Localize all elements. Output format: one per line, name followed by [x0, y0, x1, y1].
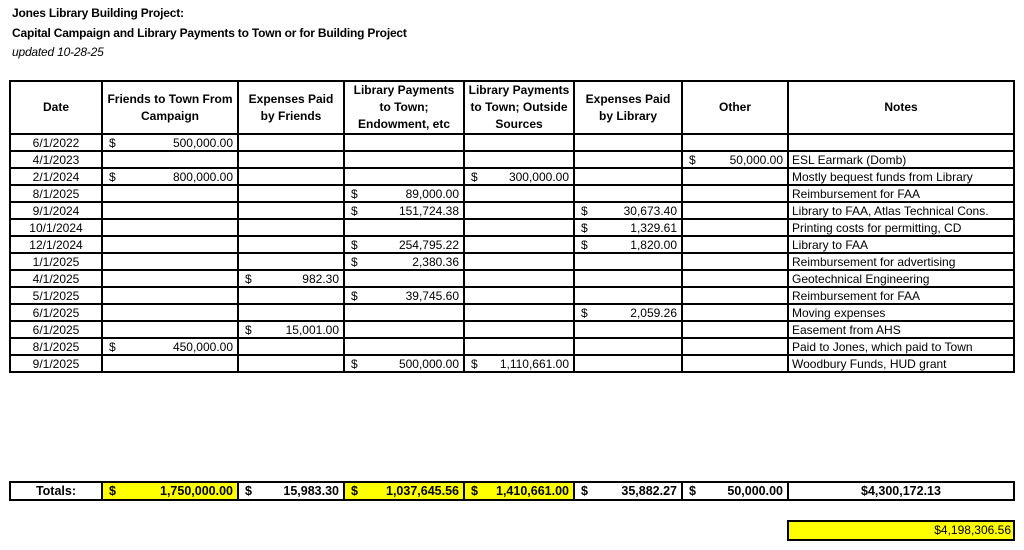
currency-symbol: $ [245, 484, 252, 498]
table-row [10, 270, 1014, 287]
amount: 450,000.00 [172, 339, 233, 354]
cell-other [682, 338, 788, 355]
cell-notes: Printing costs for permitting, CD [788, 219, 1014, 236]
currency-symbol: $ [109, 484, 116, 498]
cell-date: 6/1/2022 [10, 134, 102, 151]
cell-lib-expenses [574, 219, 682, 236]
col-header-lib-endowment: Library Payments to Town; Endowment, etc [344, 81, 464, 134]
cell-lib-endowment [344, 287, 464, 304]
cell-friends-campaign [102, 253, 238, 270]
grand-total: $4,300,172.13 [788, 482, 1014, 500]
amount: 15,001.00 [285, 322, 339, 337]
cell-lib-outside [464, 270, 574, 287]
currency-symbol: $ [245, 271, 252, 286]
currency-symbol: $ [581, 237, 588, 252]
currency-symbol: $ [471, 169, 478, 184]
cell-friends-expenses [238, 338, 344, 355]
currency-symbol: $ [351, 237, 358, 252]
cell-friends-expenses [238, 236, 344, 253]
cell-lib-endowment [344, 151, 464, 168]
cell-friends-campaign [102, 355, 238, 372]
cell-date: 9/1/2024 [10, 202, 102, 219]
currency-symbol: $ [581, 305, 588, 320]
currency-symbol: $ [351, 186, 358, 201]
cell-notes: Paid to Jones, which paid to Town [788, 338, 1014, 355]
amount: 300,000.00 [508, 169, 569, 184]
table-row [10, 253, 1014, 270]
cell-friends-expenses [238, 355, 344, 372]
cell-date: 8/1/2025 [10, 185, 102, 202]
cell-other [682, 236, 788, 253]
amount: 89,000.00 [405, 186, 459, 201]
cell-notes [788, 134, 1014, 151]
table-row [10, 355, 1014, 372]
cell-friends-campaign [102, 321, 238, 338]
cell-notes: Easement from AHS [788, 321, 1014, 338]
cell-other [682, 304, 788, 321]
cell-lib-endowment [344, 270, 464, 287]
cell-other [682, 253, 788, 270]
amount: 1,110,661.00 [499, 356, 569, 371]
cell-other [682, 168, 788, 185]
cell-friends-expenses [238, 321, 344, 338]
cell-friends-campaign [102, 185, 238, 202]
amount: 1,820.00 [630, 237, 677, 252]
highlighted-total: $4,198,306.56 [787, 520, 1015, 541]
currency-symbol: $ [351, 254, 358, 269]
currency-symbol: $ [351, 203, 358, 218]
cell-friends-expenses [238, 219, 344, 236]
cell-other [682, 202, 788, 219]
cell-friends-campaign [102, 134, 238, 151]
total-lib-endowment: $ 1,037,645.56 [344, 482, 464, 500]
cell-other [682, 151, 788, 168]
cell-notes: Reimbursement for FAA [788, 287, 1014, 304]
cell-date: 4/1/2025 [10, 270, 102, 287]
cell-lib-endowment [344, 321, 464, 338]
col-header-date: Date [10, 81, 102, 134]
cell-lib-expenses [574, 321, 682, 338]
currency-symbol: $ [471, 484, 478, 498]
currency-symbol: $ [689, 484, 696, 498]
amount: 1,329.61 [630, 220, 677, 235]
cell-notes: Reimbursement for FAA [788, 185, 1014, 202]
cell-lib-outside [464, 236, 574, 253]
cell-lib-outside [464, 338, 574, 355]
currency-symbol: $ [109, 135, 116, 150]
document-subtitle: Capital Campaign and Library Payments to Town or for Building Project [12, 26, 407, 40]
total-other: $ 50,000.00 [682, 482, 788, 500]
cell-notes: Geotechnical Engineering [788, 270, 1014, 287]
cell-date: 2/1/2024 [10, 168, 102, 185]
cell-friends-expenses [238, 287, 344, 304]
cell-friends-expenses [238, 304, 344, 321]
cell-other [682, 287, 788, 304]
cell-lib-expenses [574, 134, 682, 151]
cell-notes: Library to FAA, Atlas Technical Cons. [788, 202, 1014, 219]
cell-lib-endowment [344, 168, 464, 185]
updated-date: updated 10-28-25 [12, 45, 104, 59]
amount: 254,795.22 [398, 237, 459, 252]
cell-date: 8/1/2025 [10, 338, 102, 355]
cell-friends-expenses [238, 185, 344, 202]
total-friends-campaign: $ 1,750,000.00 [102, 482, 238, 500]
cell-lib-expenses [574, 253, 682, 270]
cell-other [682, 321, 788, 338]
cell-friends-campaign [102, 304, 238, 321]
cell-lib-expenses [574, 304, 682, 321]
table-row [10, 338, 1014, 355]
col-header-friends-expenses: Expenses Paid by Friends [238, 81, 344, 134]
col-header-lib-expenses: Expenses Paid by Library [574, 81, 682, 134]
cell-date: 1/1/2025 [10, 253, 102, 270]
cell-lib-endowment [344, 202, 464, 219]
cell-lib-outside [464, 321, 574, 338]
cell-friends-campaign [102, 151, 238, 168]
cell-notes: Mostly bequest funds from Library [788, 168, 1014, 185]
total-lib-outside: $ 1,410,661.00 [464, 482, 574, 500]
currency-symbol: $ [109, 169, 116, 184]
cell-lib-outside [464, 151, 574, 168]
cell-lib-expenses [574, 270, 682, 287]
cell-lib-outside [464, 287, 574, 304]
payments-table [9, 80, 1015, 373]
cell-other [682, 355, 788, 372]
cell-friends-campaign [102, 270, 238, 287]
amount: 800,000.00 [172, 169, 233, 184]
total-friends-expenses: $ 15,983.30 [238, 482, 344, 500]
currency-symbol: $ [689, 152, 696, 167]
cell-friends-expenses [238, 151, 344, 168]
cell-other [682, 219, 788, 236]
total-lib-expenses: $ 35,882.27 [574, 482, 682, 500]
amount: 500,000.00 [398, 356, 459, 371]
table-row [10, 185, 1014, 202]
cell-lib-expenses [574, 287, 682, 304]
cell-date: 6/1/2025 [10, 304, 102, 321]
cell-lib-endowment [344, 338, 464, 355]
cell-lib-outside [464, 304, 574, 321]
cell-notes: ESL Earmark (Domb) [788, 151, 1014, 168]
currency-symbol: $ [581, 203, 588, 218]
cell-friends-expenses [238, 202, 344, 219]
document-title: Jones Library Building Project: [12, 6, 184, 20]
header-row [10, 81, 1014, 134]
cell-date: 12/1/2024 [10, 236, 102, 253]
amount: 30,673.40 [623, 203, 677, 218]
cell-lib-outside [464, 202, 574, 219]
currency-symbol: $ [351, 484, 358, 498]
table-row [10, 321, 1014, 338]
cell-friends-expenses [238, 134, 344, 151]
table-row [10, 236, 1014, 253]
cell-other [682, 270, 788, 287]
cell-lib-outside [464, 355, 574, 372]
cell-friends-campaign [102, 168, 238, 185]
cell-lib-expenses [574, 202, 682, 219]
cell-friends-campaign [102, 219, 238, 236]
cell-lib-endowment [344, 219, 464, 236]
cell-lib-outside [464, 219, 574, 236]
cell-lib-endowment [344, 253, 464, 270]
cell-lib-endowment [344, 185, 464, 202]
cell-lib-endowment [344, 304, 464, 321]
cell-notes: Moving expenses [788, 304, 1014, 321]
cell-friends-campaign [102, 202, 238, 219]
table-row [10, 151, 1014, 168]
cell-lib-outside [464, 134, 574, 151]
cell-lib-outside [464, 185, 574, 202]
currency-symbol: $ [109, 339, 116, 354]
table-row [10, 287, 1014, 304]
totals-label: Totals: [10, 482, 102, 500]
cell-lib-endowment [344, 134, 464, 151]
cell-lib-expenses [574, 168, 682, 185]
currency-symbol: $ [581, 484, 588, 498]
cell-date: 10/1/2024 [10, 219, 102, 236]
cell-lib-outside [464, 253, 574, 270]
cell-friends-campaign [102, 236, 238, 253]
amount: 982.30 [302, 271, 339, 286]
cell-other [682, 134, 788, 151]
currency-symbol: $ [351, 288, 358, 303]
currency-symbol: $ [351, 356, 358, 371]
amount: 39,745.60 [405, 288, 459, 303]
cell-date: 4/1/2023 [10, 151, 102, 168]
table-row [10, 134, 1014, 151]
cell-lib-expenses [574, 338, 682, 355]
col-header-friends-campaign: Friends to Town From Campaign [102, 81, 238, 134]
amount: 151,724.38 [398, 203, 459, 218]
cell-notes: Reimbursement for advertising [788, 253, 1014, 270]
cell-lib-expenses [574, 355, 682, 372]
amount: 2,059.26 [630, 305, 677, 320]
cell-friends-expenses [238, 168, 344, 185]
cell-lib-expenses [574, 236, 682, 253]
totals-table [9, 481, 1015, 501]
currency-symbol: $ [471, 356, 478, 371]
cell-lib-endowment [344, 236, 464, 253]
table-row [10, 168, 1014, 185]
amount: 50,000.00 [729, 152, 783, 167]
cell-date: 5/1/2025 [10, 287, 102, 304]
cell-friends-campaign [102, 287, 238, 304]
cell-friends-campaign [102, 338, 238, 355]
amount: 500,000.00 [172, 135, 233, 150]
totals-row [10, 482, 1014, 500]
cell-notes: Library to FAA [788, 236, 1014, 253]
cell-notes: Woodbury Funds, HUD grant [788, 355, 1014, 372]
col-header-lib-outside: Library Payments to Town; Outside Sources [464, 81, 574, 134]
col-header-other: Other [682, 81, 788, 134]
cell-date: 9/1/2025 [10, 355, 102, 372]
table-row [10, 202, 1014, 219]
cell-lib-expenses [574, 185, 682, 202]
table-row [10, 219, 1014, 236]
amount: 2,380.36 [412, 254, 459, 269]
cell-date: 6/1/2025 [10, 321, 102, 338]
table-row [10, 304, 1014, 321]
cell-lib-outside [464, 168, 574, 185]
cell-lib-expenses [574, 151, 682, 168]
cell-lib-endowment [344, 355, 464, 372]
cell-friends-expenses [238, 253, 344, 270]
cell-friends-expenses [238, 270, 344, 287]
col-header-notes: Notes [788, 81, 1014, 134]
currency-symbol: $ [245, 322, 252, 337]
cell-other [682, 185, 788, 202]
currency-symbol: $ [581, 220, 588, 235]
